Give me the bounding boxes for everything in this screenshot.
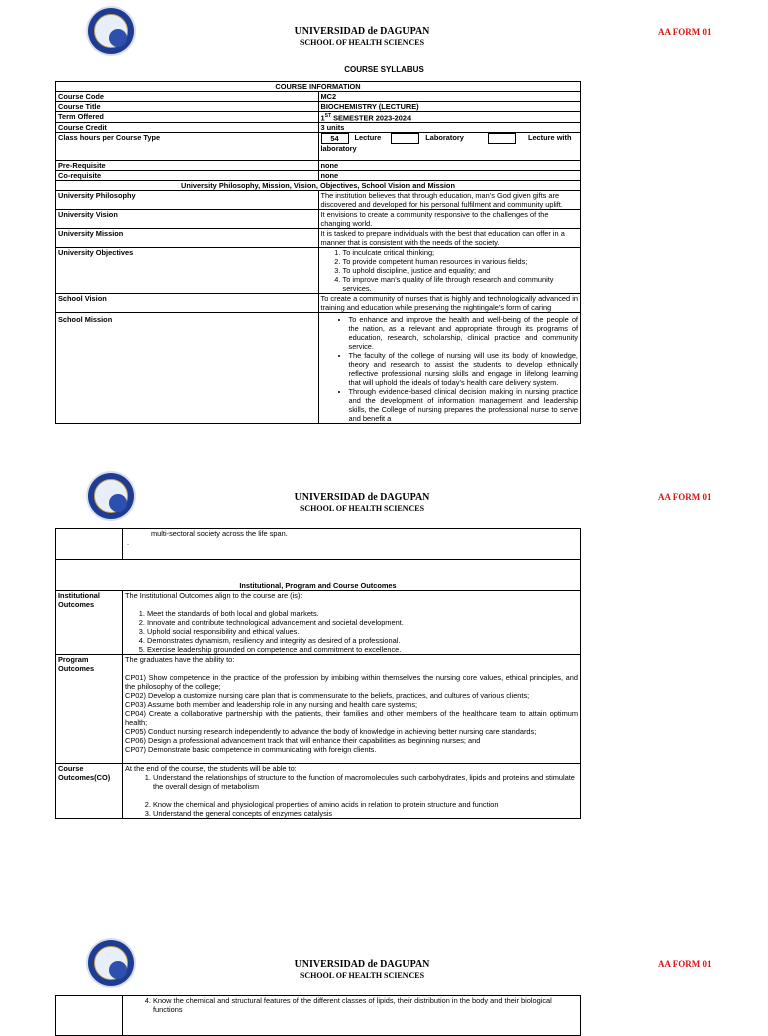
mission-label: University Mission <box>56 229 319 248</box>
philosophy-text: The institution believes that through education, man’s God given gifts are discovered and developed for his personal fulfilment and community uplift. <box>318 191 581 210</box>
blank-cell <box>56 996 123 1036</box>
blank-cell <box>56 529 123 560</box>
university-seal-icon <box>88 473 134 519</box>
prog-cell <box>123 655 581 764</box>
list-item: 2. Innovate and contribute technological advancement and societal development. <box>147 618 578 627</box>
list-item: 5. Exercise leadership grounded on competence and commitment to excellence. <box>147 645 578 654</box>
university-seal-icon <box>88 8 134 54</box>
form-code: AA FORM 01 <box>658 27 712 37</box>
list-item: 4. Demonstrates dynamism, resiliency and integrity as desired of a professional. <box>147 636 578 645</box>
prog-label: Program Outcomes <box>56 655 123 764</box>
list-item: 1. Understand the relationships of structure to the function of macromolecules such carbohydrates, lipids and proteins and stimulate the overall design of metabolism <box>153 773 578 791</box>
university-seal-icon <box>88 940 134 986</box>
course-info-table <box>55 81 581 424</box>
outcomes-table <box>55 528 581 819</box>
list-item: • Through evidence-based clinical decision making in nursing practice and the development of information management and leadership skills, the College of nursing prepares the professional nurse to serve and benefit a <box>349 387 579 423</box>
course-info-header: COURSE INFORMATION <box>56 82 581 92</box>
lecture-lab-label: Lecture with laboratory <box>320 133 572 154</box>
philosophy-label: University Philosophy <box>56 191 319 210</box>
prereq-label: Pre-Requisite <box>56 161 319 171</box>
course-title-label: Course Title <box>56 102 319 112</box>
lecture-label: Lecture <box>354 133 382 143</box>
course-outcomes-label: Course Outcomes(CO) <box>56 764 123 819</box>
coreq-label: Co-requisite <box>56 171 319 181</box>
laboratory-box <box>488 133 516 144</box>
list-item: CP03) Assume both member and leadership role in any nursing and health care systems; <box>125 700 418 709</box>
pmv-header: University Philosophy, Mission, Vision, Objectives, School Vision and Mission <box>56 181 581 191</box>
school-mission-label: School Mission <box>56 313 319 424</box>
list-item: 3. Uphold social responsibility and ethical values. <box>147 627 578 636</box>
form-code: AA FORM 01 <box>658 959 712 969</box>
university-name: UNIVERSIDAD de DAGUPAN <box>294 492 430 503</box>
objectives-cell <box>318 248 581 294</box>
list-item: CP04) Create a collaborative partnership with the patients, their families and other members of the healthcare team to attain optimum health; <box>125 709 578 727</box>
page-2 <box>0 470 768 890</box>
letterhead <box>292 26 432 48</box>
laboratory-label: Laboratory <box>425 133 464 143</box>
course-code: MC2 <box>318 92 581 102</box>
school-name: SCHOOL OF HEALTH SCIENCES <box>299 504 425 513</box>
course-intro: At the end of the course, the students will be able to: <box>125 764 297 773</box>
school-mission-cell <box>318 313 581 424</box>
lecture-box <box>391 133 419 144</box>
course-code-label: Course Code <box>56 92 319 102</box>
list-item: 2. To provide competent human resources in various fields; <box>343 257 579 266</box>
list-item: 3. To uphold discipline, justice and equality; and <box>343 266 579 275</box>
list-item: CP07) Demonstrate basic competence in communicating with foreign clients. <box>125 745 377 754</box>
course-title: BIOCHEMISTRY (LECTURE) <box>318 102 581 112</box>
class-hours-row <box>318 133 581 161</box>
mission-text: It is tasked to prepare individuals with the best that education can offer in a manner that is consistent with the needs of the society. <box>318 229 581 248</box>
list-item: CP01) Show competence in the practice of the profession by imbibing within themselves the nursing core values, ethical principles, and the philosophy of the college; <box>125 673 578 691</box>
list-item: CP06) Design a professional advancement track that will enhance their capabilities as beginning nurses; and <box>125 736 481 745</box>
inst-label: Institutional Outcomes <box>56 591 123 655</box>
page-3 <box>0 937 768 1024</box>
objectives-label: University Objectives <box>56 248 319 294</box>
list-item: 4. To improve man’s quality of life through research and community services. <box>343 275 579 293</box>
term-offered: 1ST SEMESTER 2023-2024 <box>318 112 581 123</box>
term-label: Term Offered <box>56 112 319 123</box>
list-item: 1. Meet the standards of both local and global markets. <box>147 609 578 618</box>
list-item: 2. Know the chemical and physiological properties of amino acids in relation to protein structure and function <box>153 800 578 809</box>
school-vision-label: School Vision <box>56 294 319 313</box>
university-name: UNIVERSIDAD de DAGUPAN <box>294 959 430 970</box>
inst-intro: The Institutional Outcomes align to the course are (is): <box>125 591 303 600</box>
school-vision-text: To create a community of nurses that is highly and technologically advanced in training and education while preserving the nightingale’s form of caring <box>318 294 581 313</box>
page-1 <box>0 0 768 424</box>
continuation-cell <box>123 996 581 1036</box>
course-outcomes-cell <box>123 764 581 819</box>
university-name: UNIVERSIDAD de DAGUPAN <box>294 26 430 37</box>
document-title: COURSE SYLLABUS <box>344 65 424 74</box>
prereq-value: none <box>318 161 581 171</box>
credit-label: Course Credit <box>56 123 319 133</box>
list-item: • The faculty of the college of nursing will use its body of knowledge, theory and research to assist the students to develop ethnically reflective professional nursing skills and engage in lifelong learning that will uphold the ideals of today’s health care delivery system. <box>349 351 579 387</box>
outcomes-header: Institutional, Program and Course Outcomes <box>56 560 581 591</box>
letterhead <box>292 959 432 981</box>
course-credit: 3 units <box>318 123 581 133</box>
vision-text: It envisions to create a community responsive to the challenges of the changing world. <box>318 210 581 229</box>
vision-label: University Vision <box>56 210 319 229</box>
class-hours-label: Class hours per Course Type <box>56 133 319 161</box>
list-item: 4. Know the chemical and structural features of the different classes of lipids, their distribution in the body and their biological functions <box>153 996 578 1014</box>
school-name: SCHOOL OF HEALTH SCIENCES <box>299 971 425 980</box>
coreq-value: none <box>318 171 581 181</box>
continuation-text: multi-sectoral society across the life span. <box>151 529 288 538</box>
stray-dot: . <box>127 538 130 547</box>
continuation-cell <box>123 529 581 560</box>
list-item: CP02) Develop a customize nursing care plan that is commensurate to the beliefs, practices, and cultures of various clients; <box>125 691 530 700</box>
school-name: SCHOOL OF HEALTH SCIENCES <box>299 38 425 47</box>
list-item: 3. Understand the general concepts of enzymes catalysis <box>153 809 578 818</box>
list-item: • To enhance and improve the health and well-being of the people of the nation, as a relevant and appropriate through its programs of education, research, scholarship, clinical practice and community service. <box>349 315 579 351</box>
form-code: AA FORM 01 <box>658 492 712 502</box>
list-item: CP05) Conduct nursing research independently to advance the body of knowledge in achieving better nursing care standards; <box>125 727 537 736</box>
inst-cell <box>123 591 581 655</box>
list-item: 1. To inculcate critical thinking; <box>343 248 579 257</box>
letterhead <box>292 492 432 514</box>
hours-box: 54 <box>321 133 349 144</box>
prog-intro: The graduates have the ability to: <box>125 655 235 664</box>
course-outcomes-continued <box>55 995 581 1036</box>
